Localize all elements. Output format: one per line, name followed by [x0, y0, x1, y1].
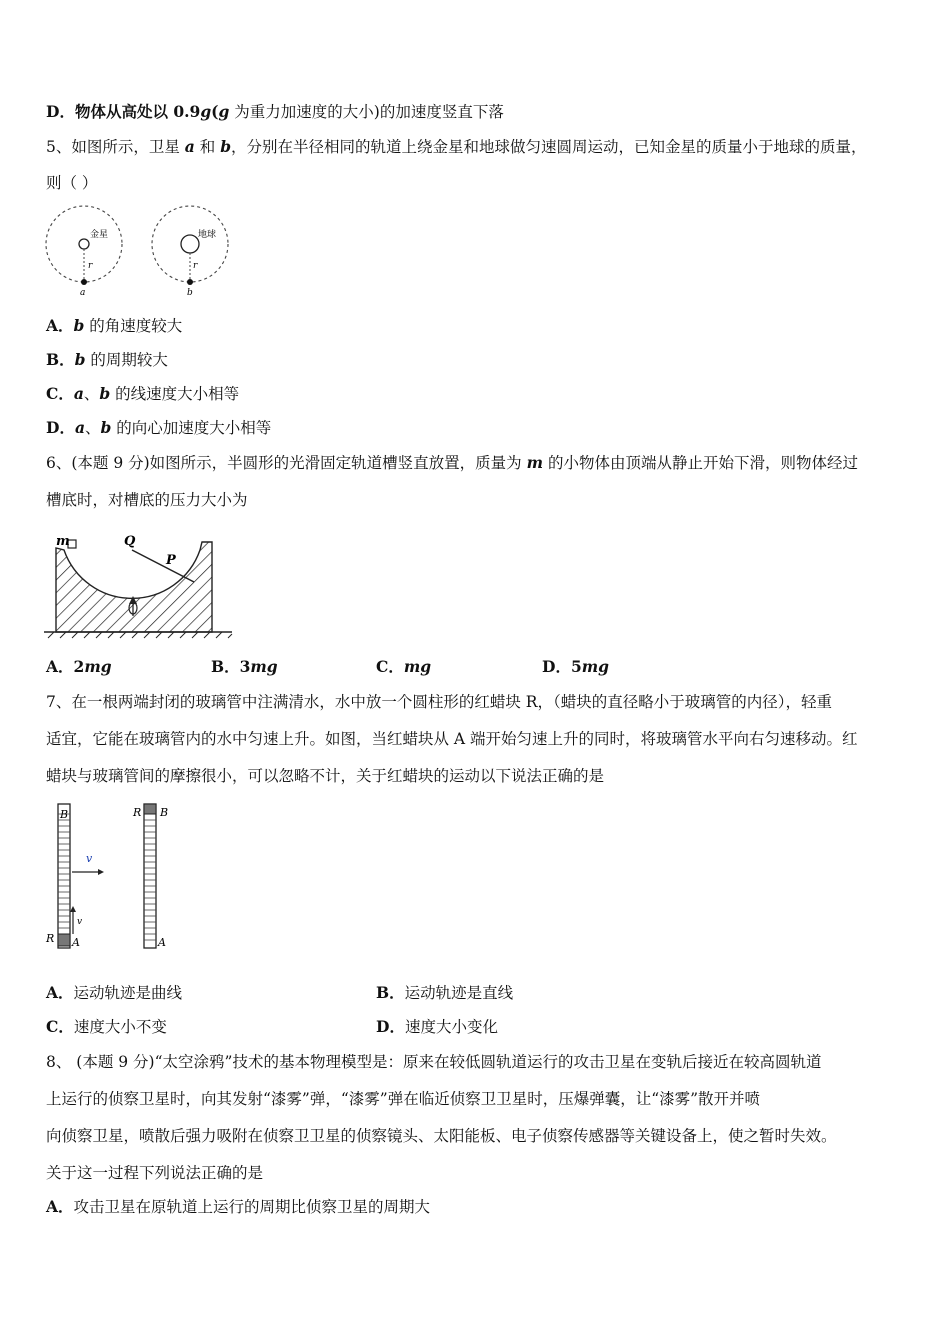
q5-stem-line1: [46, 137, 867, 157]
q6-P-label: P: [166, 553, 176, 568]
q8-stem-line4: 关于这一过程下列说法正确的是: [46, 1164, 264, 1182]
q5-optA-text: 的角速度较大: [84, 317, 183, 335]
earth-label: 地球: [198, 230, 217, 240]
q8-stem-line1: 8、 (本题 9 分)“太空涂鸦”技术的基本物理模型是：原来在较低圆轨道运行的攻击卫星在变轨后接近在较高圆轨道: [46, 1053, 822, 1071]
q7-optB-letter: B．: [376, 983, 405, 1002]
q6-text-b: 的小物体由顶端从静止开始下滑，则物体经过: [543, 454, 858, 472]
q4-optD-g: g: [200, 102, 212, 121]
q5-orbit-figure: [44, 204, 234, 304]
q5-optA-letter: A．: [46, 316, 74, 335]
q8-option-a: [46, 1197, 430, 1217]
venus-orbit: [46, 206, 122, 298]
q7-B-label-left: B: [60, 808, 69, 821]
q6-option-d: [542, 657, 609, 677]
q7-horizontal-arrowhead: [98, 869, 104, 875]
earth-planet: [181, 235, 199, 253]
q5-optB-letter: B．: [46, 350, 75, 369]
q6-Q-label: Q: [124, 534, 136, 549]
earth-radius-label: r: [193, 261, 198, 271]
q5-optD-var1: a: [74, 418, 85, 437]
q5-var-b: b: [220, 137, 232, 156]
q6-track-body: [56, 542, 212, 632]
q7-option-c: [46, 1017, 167, 1037]
satellite-b: [187, 279, 193, 285]
q7-tube-left: [45, 804, 104, 949]
q7-option-d: [376, 1017, 498, 1037]
q7-v-vertical-label: v: [77, 917, 83, 927]
q7-tube-figure: [44, 800, 184, 960]
q5-optC-text: 的线速度大小相等: [110, 385, 240, 403]
q7-stem-line1: 7、在一根两端封闭的玻璃管中注满清水，水中放一个圆柱形的红蜡块 R，（蜡块的直径略小于玻璃管的内径），轻重: [46, 693, 832, 711]
earth-orbit: [152, 206, 228, 298]
satellite-a: [81, 279, 87, 285]
q4-optD-paren: (: [211, 102, 219, 121]
q5-optC-var1: a: [73, 384, 84, 403]
q6-m-label: m: [56, 534, 70, 549]
q7-v-horizontal-label: v: [86, 852, 93, 865]
q5-optD-var2: b: [100, 418, 112, 437]
q7-R-label-left: R: [46, 932, 55, 945]
q5-optD-letter: D．: [46, 418, 75, 437]
q5-stem-line2: 则（ ）: [46, 174, 98, 192]
q5-optA-var: b: [73, 316, 85, 335]
q5-text-b: 和: [194, 138, 221, 156]
q6-option-b: [211, 657, 278, 677]
q6-ground-hatch: [48, 632, 232, 638]
q7-tube-right: [132, 804, 168, 949]
q6-optA-unit: mg: [84, 657, 112, 676]
q4-optD-suffix: 为重力加速度的大小)的加速度竖直下落: [229, 103, 504, 121]
q7-R-label-right: R: [133, 806, 142, 819]
q5-option-a: [46, 316, 182, 336]
q7-optA-text: 运动轨迹是曲线: [73, 984, 183, 1002]
q7-B-label-right: B: [160, 806, 169, 819]
venus-radius-label: r: [88, 261, 93, 271]
q5-option-b: [46, 350, 168, 370]
q5-optD-text: 的向心加速度大小相等: [111, 419, 272, 437]
q7-stem-line2: 适宜，它能在玻璃管内的水中匀速上升。如图，当红蜡块从 A 端开始匀速上升的同时，将玻璃管水平向右匀速移动。红: [46, 730, 858, 748]
q6-radius-line: [132, 550, 194, 582]
q6-stem-line1: [46, 453, 858, 473]
q6-var-m: m: [526, 453, 544, 472]
q4-optD-g2: g: [218, 102, 230, 121]
q6-option-c: [376, 657, 431, 677]
q4-option-d: [46, 102, 504, 122]
q6-optB-letter: B．3: [211, 657, 251, 676]
q5-optC-sep: 、: [83, 385, 100, 403]
q6-optC-unit: mg: [403, 657, 432, 676]
q6-option-a: [46, 657, 112, 677]
q6-optB-unit: mg: [250, 657, 278, 676]
venus-planet: [79, 239, 89, 249]
q7-wax-block-left: [58, 934, 70, 946]
q5-var-a: a: [184, 137, 195, 156]
q5-optB-text: 的周期较大: [85, 351, 168, 369]
q7-optC-text: 速度大小不变: [73, 1018, 167, 1036]
q7-optB-text: 运动轨迹是直线: [404, 984, 514, 1002]
q7-optA-letter: A．: [46, 983, 74, 1002]
q8-optA-text: 攻击卫星在原轨道上运行的周期比侦察卫星的周期大: [73, 1198, 431, 1216]
q7-vertical-arrowhead: [70, 906, 76, 912]
q7-A-label-left: A: [72, 936, 80, 949]
q6-text-a: 6、(本题 9 分)如图所示，半圆形的光滑固定轨道槽竖直放置，质量为: [46, 454, 527, 472]
q6-optC-letter: C．: [376, 657, 404, 676]
q7-wax-block-right: [144, 804, 156, 814]
q5-text-c: ，分别在半径相同的轨道上绕金星和地球做匀速圆周运动，已知金星的质量小于地球的质量，: [231, 138, 867, 156]
satellite-b-label: b: [187, 288, 193, 298]
q5-optC-letter: C．: [46, 384, 74, 403]
q7-option-a: [46, 983, 182, 1003]
q6-optA-letter: A．2: [46, 657, 85, 676]
q7-optC-letter: C．: [46, 1017, 74, 1036]
q6-stem-line2: 槽底时，对槽底的压力大小为: [46, 491, 248, 509]
q7-stem-line3: 蜡块与玻璃管间的摩擦很小，可以忽略不计，关于红蜡块的运动以下说法正确的是: [46, 767, 605, 785]
q5-optD-sep: 、: [85, 419, 101, 437]
q6-track-figure: [44, 528, 244, 643]
q8-optA-letter: A．: [46, 1197, 74, 1216]
q8-stem-line3: 向侦察卫星，喷散后强力吸附在侦察卫卫星的侦察镜头、太阳能板、电子侦察传感器等关键设备上，使之暂时失效。: [46, 1127, 837, 1145]
q8-stem-line2: 上运行的侦察卫星时，向其发射“漆雾”弹，“漆雾”弹在临近侦察卫卫星时，压爆弹囊，让“漆雾”散开并喷: [46, 1090, 761, 1108]
q7-option-b: [376, 983, 513, 1003]
q7-optD-letter: D．: [376, 1017, 405, 1036]
q6-optD-unit: mg: [581, 657, 609, 676]
q5-text-a: 5、如图所示，卫星: [46, 138, 185, 156]
q6-optD-letter: D．5: [542, 657, 582, 676]
satellite-a-label: a: [80, 288, 86, 298]
q5-optC-var2: b: [99, 384, 111, 403]
venus-label: 金星: [90, 230, 109, 240]
q5-option-d: [46, 418, 271, 438]
q5-option-c: [46, 384, 239, 404]
q7-A-label-right: A: [158, 936, 166, 949]
q5-optB-var: b: [74, 350, 86, 369]
q7-optD-text: 速度大小变化: [404, 1018, 498, 1036]
q4-optD-prefix: D．物体从高处以 0.9: [46, 102, 201, 121]
